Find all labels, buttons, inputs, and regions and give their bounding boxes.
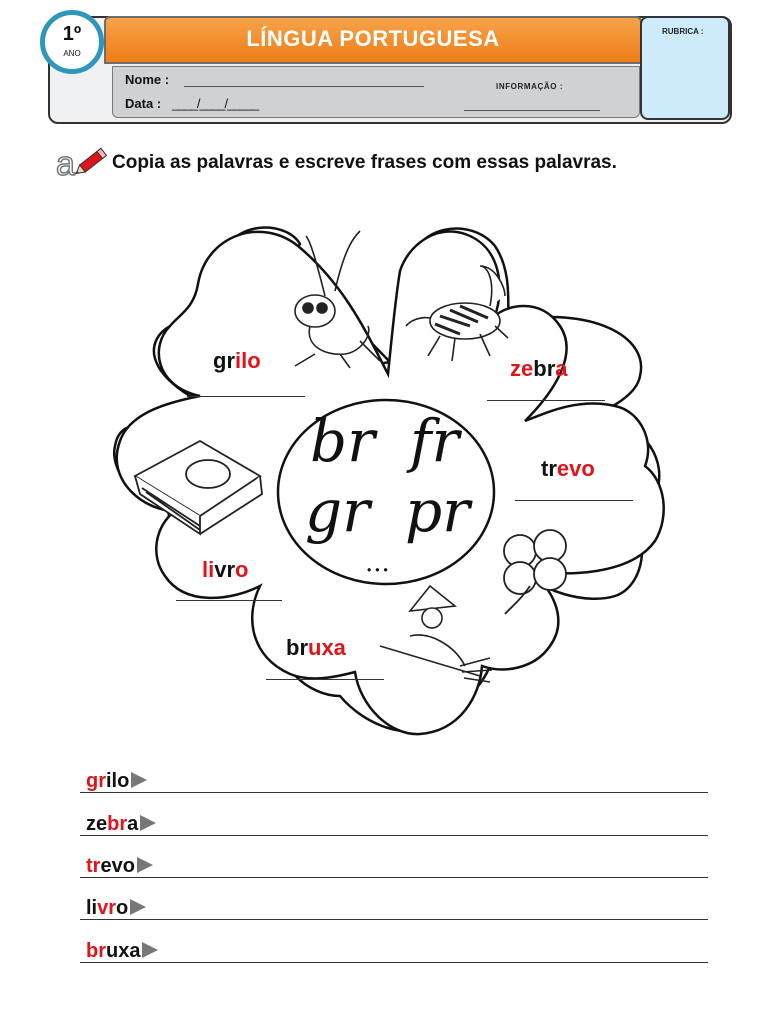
petal-word-trevo: trevo (541, 456, 595, 481)
cluster-more: ... (365, 548, 390, 578)
date-label: Data : (125, 96, 162, 111)
name-field[interactable] (184, 86, 424, 87)
page-title: LÍNGUA PORTUGUESA (246, 26, 500, 51)
grade-number: 1º (62, 23, 82, 45)
arrow-icon (130, 899, 146, 915)
writing-line-2[interactable] (80, 835, 708, 836)
writing-line-1[interactable] (80, 792, 708, 793)
arrow-icon (140, 815, 156, 831)
pencil-letter-icon (56, 144, 108, 180)
grade-badge (40, 10, 104, 74)
petal-word-grilo: grilo (213, 348, 261, 373)
cluster-fr: fr (410, 407, 460, 475)
writing-line-4[interactable] (80, 919, 708, 920)
cluster-br: br (310, 407, 375, 475)
info-label: INFORMAÇÃO : (496, 82, 564, 91)
rubrica-label: RUBRICA : (662, 27, 704, 36)
row-word-livro: livro (86, 897, 146, 920)
svg-text:a: a (56, 145, 75, 180)
row-word-bruxa: bruxa (86, 940, 158, 963)
writing-line-5[interactable] (80, 962, 708, 963)
cluster-gr: gr (305, 477, 370, 545)
writing-line-3[interactable] (80, 877, 708, 878)
date-field[interactable]: ____/____/_____ (172, 96, 259, 111)
petal-line-trevo[interactable] (515, 500, 633, 501)
cluster-pr: pr (405, 477, 470, 545)
petal-line-livro[interactable] (176, 600, 282, 601)
arrow-icon (142, 942, 158, 958)
petal-word-bruxa: bruxa (286, 635, 346, 660)
arrow-icon (131, 772, 147, 788)
petal-line-grilo[interactable] (187, 396, 305, 397)
name-label: Nome : (125, 72, 170, 87)
row-word-zebra: zebra (86, 813, 156, 836)
petal-word-zebra: zebra (510, 356, 568, 381)
petal-line-bruxa[interactable] (266, 679, 384, 680)
flower-diagram (110, 226, 666, 748)
row-word-grilo: grilo (86, 770, 147, 793)
arrow-icon (137, 857, 153, 873)
instruction-text: Copia as palavras e escreve frases com essas palavras. (112, 152, 617, 173)
petal-word-livro: livro (202, 557, 249, 582)
petal-line-zebra[interactable] (487, 400, 605, 401)
grade-label: ANO (63, 49, 81, 58)
row-word-trevo: trevo (86, 855, 153, 878)
info-field[interactable] (464, 110, 600, 111)
